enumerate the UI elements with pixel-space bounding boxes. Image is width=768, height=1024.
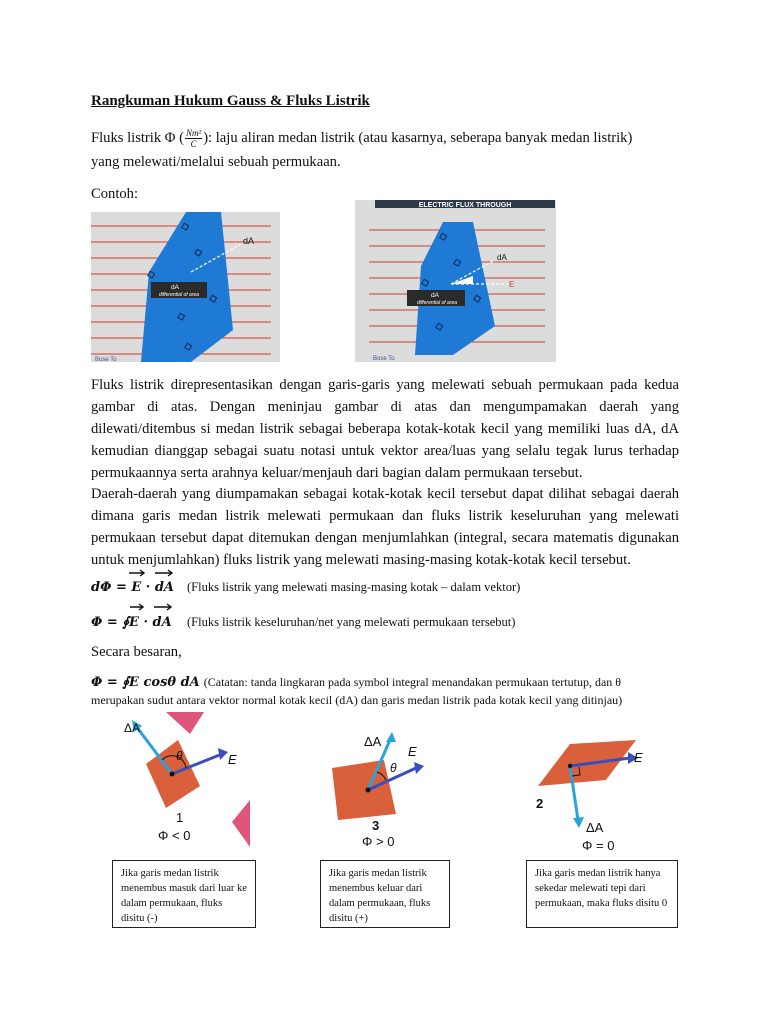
unit-fraction [185, 128, 202, 149]
unit-numerator: Nm² [185, 128, 202, 139]
flux-label: Φ > 0 [362, 834, 395, 849]
normal-arrowhead [573, 817, 584, 828]
magnitude-label: Secara besaran, [91, 644, 182, 660]
area-vector-label: dA [243, 236, 255, 246]
formula-3-note-2: merupakan sudut antara vektor normal kotak kecil (dA) dan garis medan listrik pada kotak kecil yang ditinjau) [91, 693, 623, 707]
origin-dot [366, 788, 371, 793]
formula-1: dΦ = E · dA [91, 580, 175, 595]
diagram-number: 1 [176, 810, 184, 825]
flux-label: Φ = 0 [582, 838, 615, 853]
caption-box-positive: Jika garis medan listrik menembus keluar dari dalam permukaan, fluks disitu (+) [320, 860, 450, 928]
intro-line-2: yang melewati/melalui sebuah permukaan. [91, 154, 341, 170]
caption-box-zero: Jika garis medan listrik hanya sekedar melewati tepi dari permukaan, maka fluks disitu 0 [526, 860, 678, 928]
diagram-negative-flux [110, 712, 270, 852]
formula-3-row [91, 673, 691, 691]
corner-text: Bose To [373, 356, 395, 362]
flux-figure-left-svg [91, 212, 280, 362]
field-vector-label: E [509, 280, 515, 289]
formula-3: Φ = ∮E cosθ dA [91, 675, 200, 690]
paragraph-2: Daerah-daerah yang diumpamakan sebagai kotak-kotak kecil tersebut dapat dilihat sebagai daerah dimana garis medan listrik melewati permukaan dan fluks listrik keseluruhan yang melewati permukaan tersebut dapat ditemukan dengan menjumlahkan (integral, secara matematis digunakan untuk menjumlahkan) fluks listrik yang melewati masing-masing kotak-kotak kecil tersebut. [91, 486, 679, 568]
intro-suffix: ): laju aliran medan listrik (atau kasarnya, seberapa banyak medan listrik) [203, 130, 633, 146]
origin-dot [170, 772, 175, 777]
caption-sub: differential of area [158, 292, 200, 298]
angle-label: θ [390, 761, 397, 775]
area-label: ΔA [124, 721, 141, 735]
formula-1-row [91, 578, 691, 596]
caption-title: dA [431, 292, 439, 299]
formula-3-note-1: (Catatan: tanda lingkaran pada symbol integral menandakan permukaan tertutup, dan θ [203, 675, 622, 689]
normal-arrowhead [386, 732, 396, 742]
origin-dot [568, 764, 572, 768]
flux-figure-right-svg [355, 200, 556, 362]
diagram-number: 2 [536, 796, 544, 811]
formula-1-note: (Fluks listrik yang melewati masing-masing kotak – dalam vektor) [187, 580, 521, 594]
diagram-positive-flux [322, 728, 442, 852]
corner-text: Bose To [95, 357, 117, 362]
angle-label: θ [176, 749, 183, 763]
field-label: E [408, 744, 417, 759]
formula-2-note: (Fluks listrik keseluruhan/net yang melewati permukaan tersebut) [187, 615, 516, 629]
formula-2-row [91, 613, 691, 631]
caption-title: dA [171, 284, 179, 291]
banner-text: ELECTRIC FLUX THROUGH [418, 202, 512, 209]
example-label: Contoh: [91, 186, 139, 202]
area-label: ΔA [586, 820, 604, 835]
diagram-zero-flux [530, 716, 680, 854]
diagram-number: 3 [372, 818, 380, 833]
area-label: ΔA [364, 734, 382, 749]
caption-sub: differential of area [416, 300, 458, 306]
unit-denominator: C [190, 139, 197, 150]
pink-triangle-top [166, 712, 204, 734]
field-arrowhead [414, 762, 424, 774]
area-vector-label: dA [497, 253, 507, 262]
field-label: E [228, 752, 237, 767]
formula-2: Φ = ∮E · dA [91, 615, 172, 630]
paragraph-1: Fluks listrik direpresentasikan dengan garis-garis yang melewati sebuah permukaan pada kedua gambar di atas. Dengan meninjau gambar di atas dan mengumpamakan daerah yang dilewati/ditembus si medan listrik sebagai beberapa kotak-kotak kecil yang memiliki luas dA, dA kemudian dianggap sebagai suatu notasi untuk vektor area/luas yang selalu tegak lurus terhadap permukaannya serta arahnya keluar/menjauh dari bagian dalam permukaan tersebut. [91, 377, 679, 481]
field-label: E [634, 750, 643, 765]
caption-box-negative: Jika garis medan listrik menembus masuk dari luar ke dalam permukaan, fluks disitu (-) [112, 860, 256, 928]
flux-figure-left [91, 212, 280, 362]
blue-surface [415, 222, 495, 355]
flux-label: Φ < 0 [158, 828, 191, 843]
flux-figure-right [355, 200, 556, 362]
vector-arrows-1 [127, 568, 177, 578]
intro-prefix: Fluks listrik Φ ( [91, 130, 184, 146]
orange-plate [332, 760, 396, 820]
page-title: Rangkuman Hukum Gauss & Fluks Listrik [91, 93, 370, 109]
vector-arrows-2 [128, 602, 178, 612]
intro-line-1 [91, 127, 691, 149]
field-arrowhead [218, 748, 228, 760]
pink-triangle-bottom [232, 800, 250, 847]
